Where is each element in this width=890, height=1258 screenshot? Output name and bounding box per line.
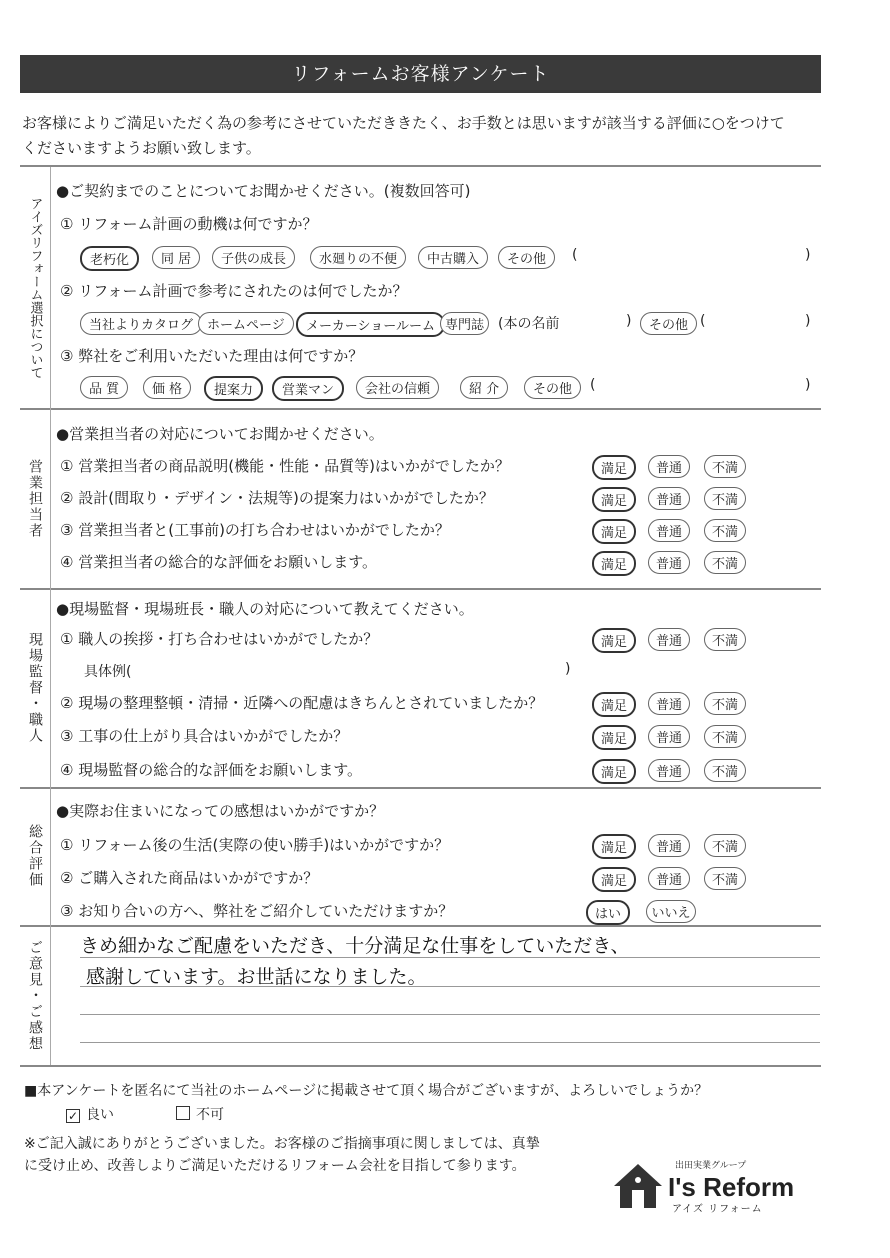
- option-sonota-3[interactable]: その他: [524, 376, 581, 399]
- option-shinrai[interactable]: 会社の信頼: [356, 376, 439, 399]
- rating-unsatisfied[interactable]: 不満: [704, 487, 746, 510]
- answer-no[interactable]: いいえ: [646, 900, 696, 923]
- publish-ng-option[interactable]: [176, 1104, 224, 1124]
- publish-ok-option[interactable]: [66, 1104, 114, 1124]
- logo-group-name: 出田実業グループ: [675, 1161, 747, 1171]
- handwritten-comment-1: きめ細かなご配慮をいただき、十分満足な仕事をしていただき、: [80, 935, 630, 957]
- intro-line-1: お客様によりご満足いただく為の参考にさせていただききたく、お手数とは思いますが該当する評価に○をつけて: [22, 114, 785, 132]
- rating-unsatisfied[interactable]: 不満: [704, 455, 746, 478]
- paren-open: (: [590, 377, 596, 393]
- rating-unsatisfied[interactable]: 不満: [704, 628, 746, 651]
- question-2-4: ④ 営業担当者の総合的な評価をお願いします。: [60, 553, 378, 571]
- option-senmonshi[interactable]: 専門誌: [440, 312, 489, 335]
- rating-normal[interactable]: 普通: [648, 487, 690, 510]
- logo-brand-name: I's Reform: [668, 1172, 795, 1202]
- handwritten-comment-2: 感謝しています。お世話になりました。: [86, 966, 427, 988]
- rating-satisfied[interactable]: 満足: [592, 455, 636, 480]
- question-3-1: ① 職人の挨拶・打ち合わせはいかがでしたか？: [60, 630, 379, 648]
- book-name-label: (本の名前: [498, 316, 560, 332]
- paren-open: (: [700, 313, 706, 329]
- ruled-line: [80, 1014, 820, 1015]
- option-teianryoku[interactable]: 提案力: [204, 376, 263, 401]
- rating-unsatisfied[interactable]: 不満: [704, 551, 746, 574]
- section-label-sales: 営業担当者: [27, 458, 43, 539]
- checkbox-checked-icon[interactable]: ✓: [67, 1109, 79, 1123]
- question-1-1: ① リフォーム計画の動機は何ですか？: [60, 215, 318, 233]
- divider: [20, 588, 821, 590]
- rating-normal[interactable]: 普通: [648, 725, 690, 748]
- rating-satisfied[interactable]: 満足: [592, 487, 636, 512]
- rating-satisfied[interactable]: 満足: [592, 692, 636, 717]
- option-homepage[interactable]: ホームページ: [198, 312, 294, 335]
- publish-question: ■本アンケートを匿名にて当社のホームページに掲載させて頂く場合がございますが、よろしいでしょうか？: [24, 1083, 709, 1099]
- divider: [20, 408, 821, 410]
- house-logo-icon: [612, 1162, 664, 1210]
- divider: [20, 787, 821, 789]
- rating-normal[interactable]: 普通: [648, 519, 690, 542]
- section-label-site: 現場監督・職人: [27, 632, 43, 744]
- divider: [20, 925, 821, 927]
- section-4-header: ●実際お住まいになっての感想はいかがですか？: [56, 802, 385, 820]
- section-1-header: ●ご契約までのことについてお聞かせください。(複数回答可): [56, 182, 471, 200]
- option-sonota-2[interactable]: その他: [640, 312, 697, 335]
- rating-normal[interactable]: 普通: [648, 628, 690, 651]
- question-1-2: ② リフォーム計画で参考にされたのは何でしたか？: [60, 282, 408, 300]
- option-kodomo[interactable]: 子供の成長: [212, 246, 295, 269]
- section-label-comments: ご意見・ご感想: [27, 940, 43, 1052]
- rating-satisfied[interactable]: 満足: [592, 867, 636, 892]
- example-label: 具体例(: [84, 664, 132, 680]
- section-label-overall: 総合評価: [27, 824, 43, 888]
- question-2-2: ② 設計(間取り・デザイン・法規等)の提案力はいかがでしたか？: [60, 489, 494, 507]
- question-2-1: ① 営業担当者の商品説明(機能・性能・品質等)はいかがでしたか？: [60, 457, 510, 475]
- option-dokyo[interactable]: 同 居: [152, 246, 200, 269]
- paren-close: ): [565, 661, 571, 677]
- logo-kana: アイズ リフォーム: [672, 1204, 763, 1215]
- question-4-2: ② ご購入された商品はいかがですか？: [60, 869, 319, 887]
- option-showroom[interactable]: メーカーショールーム: [296, 312, 445, 337]
- section-3-header: ●現場監督・現場班長・職人の対応について教えてください。: [56, 600, 474, 618]
- rating-normal[interactable]: 普通: [648, 551, 690, 574]
- page-title: リフォームお客様アンケート: [20, 55, 821, 93]
- option-catalog[interactable]: 当社よりカタログ: [80, 312, 202, 335]
- label-column-divider: [50, 167, 51, 1065]
- divider: [20, 1065, 821, 1067]
- rating-unsatisfied[interactable]: 不満: [704, 834, 746, 857]
- rating-unsatisfied[interactable]: 不満: [704, 519, 746, 542]
- paren-close: ): [805, 377, 811, 393]
- rating-normal[interactable]: 普通: [648, 759, 690, 782]
- question-3-4: ④ 現場監督の総合的な評価をお願いします。: [60, 761, 363, 779]
- rating-unsatisfied[interactable]: 不満: [704, 692, 746, 715]
- option-eigyoman[interactable]: 営業マン: [272, 376, 344, 401]
- option-chuko[interactable]: 中古購入: [418, 246, 488, 269]
- answer-yes[interactable]: はい: [586, 900, 630, 925]
- intro-line-2: くださいますようお願い致します。: [22, 139, 261, 157]
- rating-satisfied[interactable]: 満足: [592, 759, 636, 784]
- thanks-line-1: ※ご記入誠にありがとうございました。お客様のご指摘事項に関しましては、真摯: [24, 1136, 540, 1152]
- publish-ok-label: 良い: [86, 1107, 114, 1123]
- question-4-3: ③ お知り合いの方へ、弊社をご紹介していただけますか？: [60, 902, 454, 920]
- rating-satisfied[interactable]: 満足: [592, 725, 636, 750]
- checkbox-icon[interactable]: [176, 1106, 190, 1120]
- rating-normal[interactable]: 普通: [648, 867, 690, 890]
- paren-close: ): [626, 313, 632, 329]
- paren-close: ): [805, 247, 811, 263]
- rating-unsatisfied[interactable]: 不満: [704, 759, 746, 782]
- publish-ng-label: 不可: [196, 1107, 224, 1123]
- question-3-2: ② 現場の整理整頓・清掃・近隣への配慮はきちんとされていましたか？: [60, 694, 544, 712]
- option-rouka[interactable]: 老朽化: [80, 246, 139, 271]
- question-3-3: ③ 工事の仕上がり具合はいかがでしたか？: [60, 727, 349, 745]
- question-2-3: ③ 営業担当者と(工事前)の打ち合わせはいかがでしたか？: [60, 521, 450, 539]
- rating-normal[interactable]: 普通: [648, 455, 690, 478]
- section-2-header: ●営業担当者の対応についてお聞かせください。: [56, 425, 384, 443]
- rating-satisfied[interactable]: 満足: [592, 628, 636, 653]
- question-4-1: ① リフォーム後の生活(実際の使い勝手)はいかがですか？: [60, 836, 450, 854]
- section-label-selection: アイズリフォーム選択について: [27, 196, 43, 379]
- rating-normal[interactable]: 普通: [648, 692, 690, 715]
- divider: [20, 165, 821, 167]
- rating-satisfied[interactable]: 満足: [592, 834, 636, 859]
- rating-satisfied[interactable]: 満足: [592, 551, 636, 576]
- option-kakaku[interactable]: 価 格: [143, 376, 191, 399]
- option-sonota-1[interactable]: その他: [498, 246, 555, 269]
- question-1-3: ③ 弊社をご利用いただいた理由は何ですか？: [60, 347, 364, 365]
- paren-open: (: [572, 247, 578, 263]
- ruled-line: [80, 1042, 820, 1043]
- rating-unsatisfied[interactable]: 不満: [704, 725, 746, 748]
- rating-unsatisfied[interactable]: 不満: [704, 867, 746, 890]
- rating-satisfied[interactable]: 満足: [592, 519, 636, 544]
- paren-close: ): [805, 313, 811, 329]
- thanks-line-2: に受け止め、改善しよりご満足いただけるリフォーム会社を目指して参ります。: [24, 1158, 526, 1174]
- option-hinshitsu[interactable]: 品 質: [80, 376, 128, 399]
- rating-normal[interactable]: 普通: [648, 834, 690, 857]
- option-mizumawari[interactable]: 水廻りの不便: [310, 246, 406, 269]
- option-shokai[interactable]: 紹 介: [460, 376, 508, 399]
